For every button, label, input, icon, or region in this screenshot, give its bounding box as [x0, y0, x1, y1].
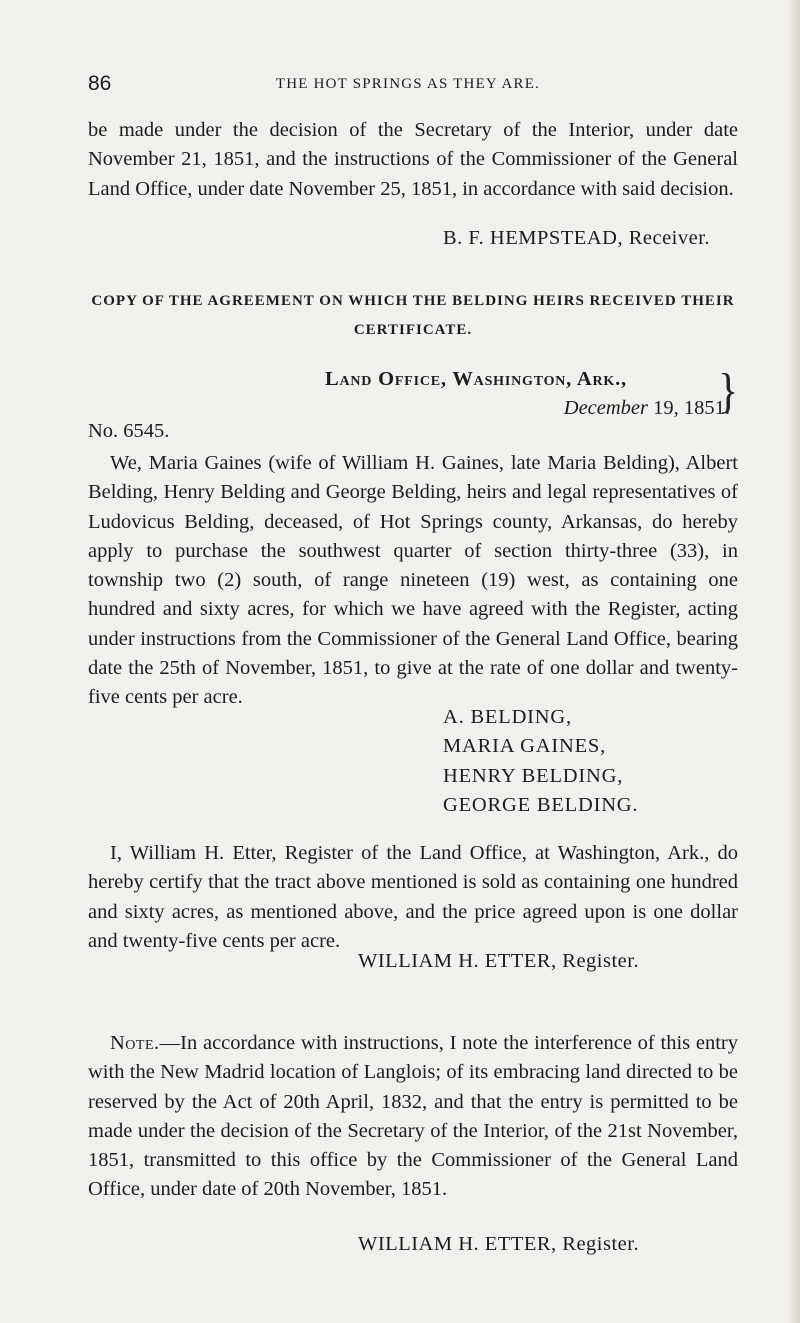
signatory: MARIA GAINES, [443, 735, 607, 758]
signatory: HENRY BELDING, [443, 764, 624, 787]
paragraph-register-certification: I, William H. Etter, Register of the Land Office, at Washington, Ark., do hereby certify that the tract above mentioned is sold as containing one hundred and sixty acres, as mentioned above, and the price agreed upon is one dollar and twenty-five cents per acre. [88, 842, 738, 952]
note-text: —In accordance with instructions, I note the interference of this entry with the New Madrid location of Langlois; of its embracing land directed to be reserved by the Act of 20th April, 1832, and that the entry is permitted to be made under the decision of the Secretary of the Interior, of the 21st November, 1851, transmitted to this office by the Commissioner of the General Land Office, under date of 20th November, 1851. [88, 1032, 738, 1201]
office-date [325, 394, 730, 423]
section-heading: COPY OF THE AGREEMENT ON WHICH THE BELDING HEIRS RECEIVED THEIR CERTIFICATE. [91, 293, 735, 339]
office-heading [325, 365, 730, 423]
office-date-rest: 19, 1851. [653, 397, 730, 419]
page-edge-shadow [786, 0, 800, 1323]
page-number: 86 [88, 72, 112, 95]
running-head: THE HOT SPRINGS AS THEY ARE. [275, 76, 541, 92]
note-label: Note. [110, 1032, 160, 1054]
paragraph-application: We, Maria Gaines (wife of William H. Gaines, late Maria Belding), Albert Belding, Henry Belding and George Belding, heirs and legal representatives of Ludovicus Belding, deceased, of Hot Springs county, Arkansas, do hereby apply to purchase the southwest quarter of section thirty-three (33), in township two (2) south, of range nineteen (19) west, as containing one hundred and sixty acres, for which we have agreed with the Register, acting under instructions from the Commissioner of the General Land Office, bearing date the 25th of November, 1851, to give at the rate of one dollar and twenty-five cents per acre. [88, 452, 738, 709]
signatory: A. BELDING, [443, 706, 572, 728]
brace-glyph: } [718, 365, 739, 419]
office-place: Land Office, Washington, Ark., [325, 368, 627, 390]
paragraph-receiver-statement: be made under the decision of the Secretary of the Interior, under date November 21, 1851, and the instructions of the Commissioner of the General Land Office, under date November 25, 1851, in accordance with said decision. [88, 119, 738, 200]
office-date-month: December [563, 397, 648, 419]
signatories-list [443, 703, 638, 820]
page-header [88, 72, 728, 102]
document-number: No. 6545. [88, 420, 170, 442]
paragraph-note [88, 1029, 738, 1205]
signatory: GEORGE BELDING. [443, 793, 639, 816]
signature-etter-1: WILLIAM H. ETTER, Register. [358, 950, 640, 972]
signature-hempstead: B. F. HEMPSTEAD, Receiver. [443, 227, 711, 249]
signature-etter-2: WILLIAM H. ETTER, Register. [358, 1233, 640, 1255]
